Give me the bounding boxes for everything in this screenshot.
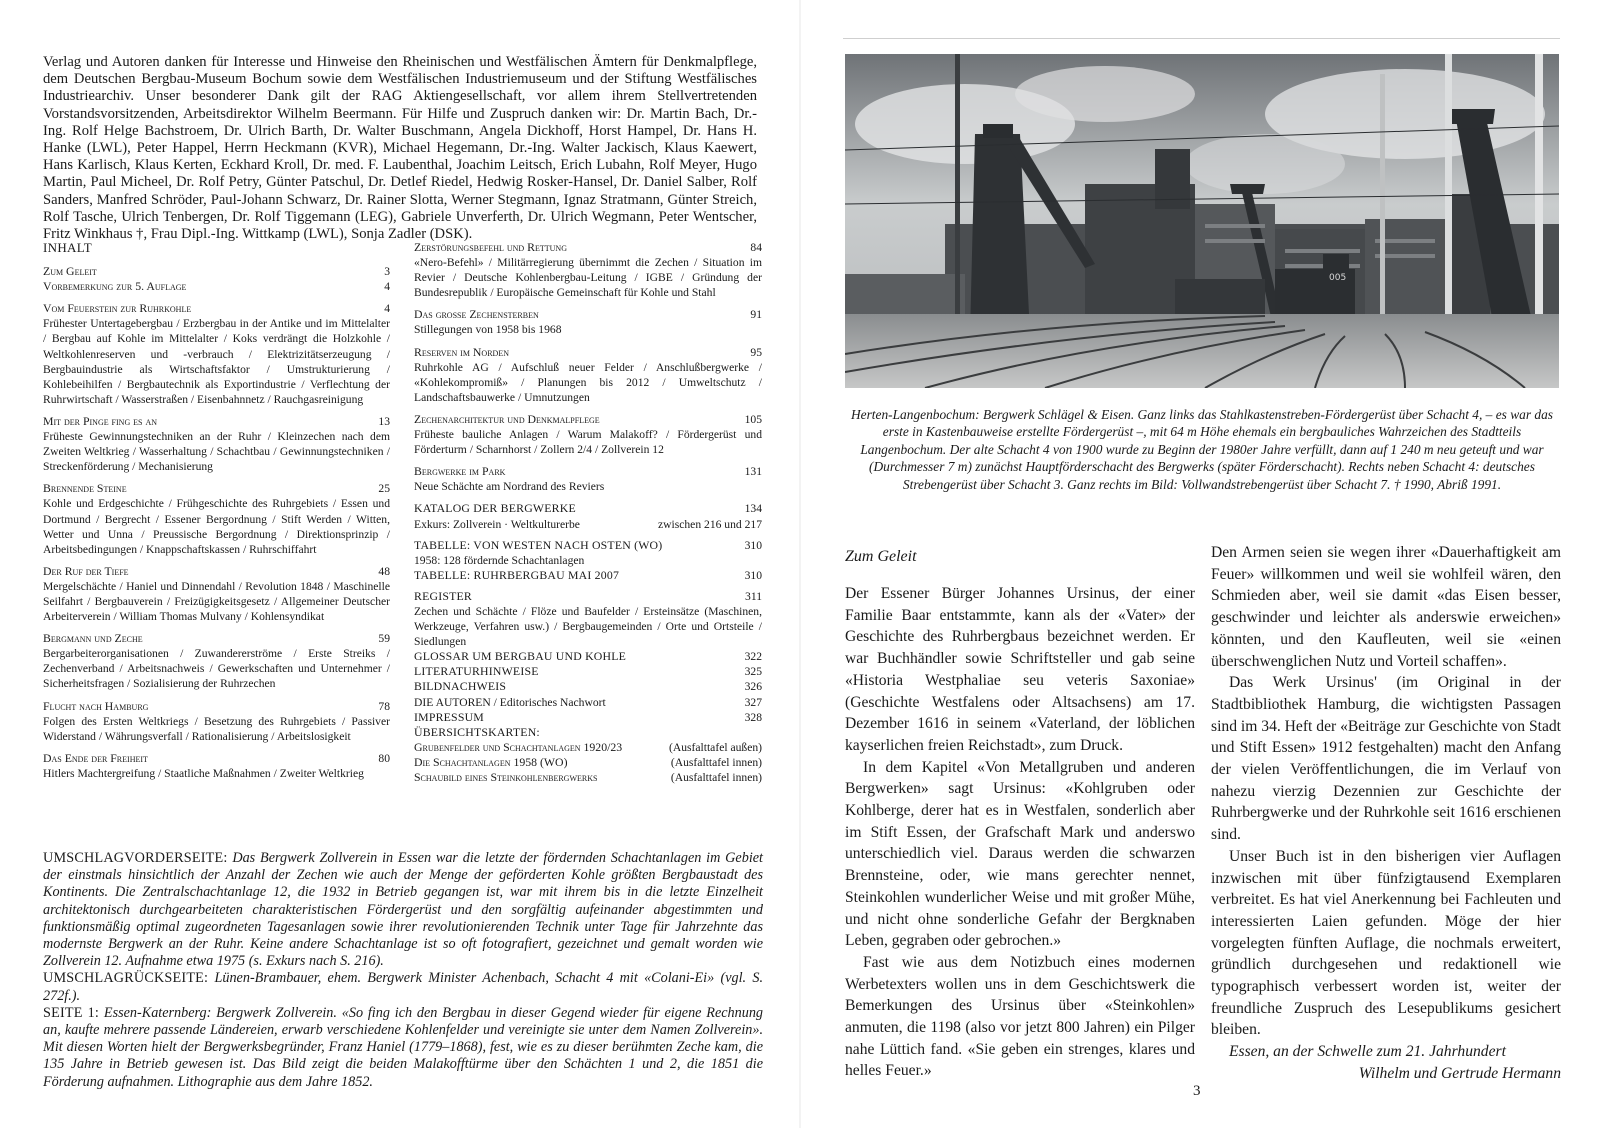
toc-appendix-page: 134 [744, 502, 762, 516]
toc-entry-title: Mit der Pinge fing es an [43, 413, 158, 428]
toc-appendix-page: 327 [744, 695, 762, 709]
toc-appendix-row [414, 568, 762, 583]
toc-entry-row [43, 414, 390, 429]
cover-notes [43, 850, 763, 1091]
toc-right-list [414, 240, 762, 494]
toc-appendix-page: (Ausfalttafel innen) [670, 755, 762, 769]
body-paragraph: In dem Kapitel «Von Metallgruben und anderen Bergwerken» sagt Ursinus: «Kohlgruben oder Kohlberge, derer hat es in Westfalen, sonderlich aber im Stift Essen, der Grafschaft Mark und anderswo unterschiedlich viel. Daraus werden die schwarzen Brennsteine, oder, wie mans gerechter nennet, Steinkohlen wunderlicher Weise und mit großer Mühe, und nicht ohne sonderliche Gefahr der Bergknaben Leben, gegraben oder gebrochen.» [845, 758, 1195, 950]
toc-appendix-row [414, 553, 762, 568]
toc-appendix-row [414, 695, 762, 710]
toc-appendix-row [414, 664, 762, 679]
toc-appendix-title: GLOSSAR UM BERGBAU UND KOHLE [414, 649, 627, 664]
toc-appendix-title: TABELLE: RUHRBERGBAU MAI 2007 [414, 567, 620, 582]
toc-left-list [43, 264, 390, 781]
body-column-1 [845, 583, 1195, 1082]
toc-entry-title: Brennende Steine [43, 481, 127, 496]
toc-entry [414, 307, 762, 337]
cover-note [43, 850, 763, 970]
toc-entry-description: Früheste bauliche Anlagen / Warum Malakoff? / Fördergerüst und Förderturm / Scharnhorst / Zollern 2/4 / Zollverein 12 [414, 428, 762, 457]
toc-entry-description: Kohle und Erdgeschichte / Frühgeschichte des Ruhrgebiets / Essen und Dortmund / Bergrecht / Essener Bergordnung / Stift Werden / Witten, Wetter und Unna / Preussische Bergordnung / Direktionsprinzip / Arbeitsbedingungen / Knappschaftskassen / Ruhrschiffahrt [43, 497, 390, 556]
acknowledgements: Verlag und Autoren danken für Interesse und Hinweise den Rheinischen und Westfälischen Ämtern für Denkmalpflege, dem Deutschen Bergbau-Museum Bochum sowie dem Westfälischen Industriemuseum und der Stiftung Westfälisches Industriearchiv. Unser besonderer Dank gilt der RAG Aktiengesellschaft, vor allem ihrem Stellvertretenden Vorstandsvorsitzenden, Arbeitsdirektor Wilhelm Beermann. Für Hilfe und Zuspruch danken wir: Dr. Martin Bach, Dr.-Ing. Rolf Helge Bachstroem, Dr. Ulrich Barth, Dr. Walter Buschmann, Angela Dickhoff, Horst Hampel, Dr. Hans H. Hanke (LWL), Peter Happel, Herrn Heckmann (KVR), Michael Hegemann, Dr.-Ing. Walter Jackisch, Klaus Kaewert, Hans Karlisch, Klaus Kerten, Eckhard Kroll, Dr. med. F. Laubenthal, Joachim Leitsch, Erich Lubahn, Rolf Meyer, Hugo Martin, Paul Micheel, Dr. Rolf Petry, Günter Patschul, Dr. Detlef Riedel, Hedwig Rosker-Hansel, Dr. Daniel Salber, Rolf Sanders, Manfred Schröder, Paul-Johann Schwarz, Dr. Rainer Slotta, Werner Stegmann, Ignaz Stratmann, Günter Streich, Rolf Tasche, Ulrich Tenbergen, Dr. Rolf Tiggemann (LEG), Gabriele Unverferth, Dr. Ulrich Wegmann, Peter Wentscher, Fritz Winkhaus †, Frau Dipl.-Ing. Wittkamp (LWL), Sonja Zadler (DSK). [43, 54, 757, 243]
toc-entry-row [414, 240, 762, 255]
toc-entry-title: Der Ruf der Tiefe [43, 563, 129, 578]
toc-entry-page: 131 [744, 465, 762, 479]
toc-entry-description: Bergarbeiterorganisationen / Zuwandererströme / Erste Streiks / Zechenverband / Arbeitsnachweis / Gewerkschaften und Unternehmer / Sicherheitsfragen / Sozialisierung der Ruhrzechen [43, 647, 390, 691]
toc-appendix-page: zwischen 216 und 217 [657, 517, 762, 531]
toc-appendix-page: 322 [744, 650, 762, 664]
body-paragraph: Das Werk Ursinus' (im Original in der Stadtbibliothek Hamburg, die wichtigsten Passagen sind im 34. Heft der «Beiträge zur Geschichte von Stadt und Stift Essen» 1912 festgehalten) macht den Anfang der vielen Veröffentlichungen, die im Verlauf von nahezu vierzig Dezennien zur Geschichte der Ruhrbergwerke und der Ruhrkohle seit 1616 erschienen sind. [1211, 674, 1561, 844]
mine-photo [845, 54, 1559, 388]
toc-entry-title: Das grosse Zechensterben [414, 307, 539, 322]
toc-entry-description: Stillegungen von 1958 bis 1968 [414, 323, 562, 337]
toc-entry-page: 78 [378, 699, 390, 713]
toc-entry-row [414, 464, 762, 479]
toc-appendix-page: 328 [744, 710, 762, 724]
toc-entry [43, 301, 390, 407]
body-paragraph: Der Essener Bürger Johannes Ursinus, der einer Familie Baar entstammte, kann als der «Vater» der Geschichte des Ruhrbergbaus bezeichnet werden. Er war Buchhändler sowie Schriftsteller und gab seine «Historia Westphaliae seu veteris Saxoniae» (Geschichte Westfalens oder Altsachsens) am 17. Dezember 1616 in seinem «Vaterland, der löblichen kayserlichen freien Reichstadt», zum Druck. [845, 585, 1195, 754]
toc-appendix-row [414, 517, 762, 532]
toc-appendix-title: TABELLE: VON WESTEN NACH OSTEN (WO) [414, 537, 663, 552]
toc-entry [43, 564, 390, 624]
section-title: Zum Geleit [845, 548, 917, 565]
cover-note-text: Essen-Katernberg: Bergwerk Zollverein. «So fing ich den Bergbau in dieser Gegend wieder für eigene Rechnung an, kaufte mehrere passende Ländereien, erwarb verschiedene Kohlenfelder und vereinigte sie unter dem Namen Zollverein». Mit diesen Worten hielt der Bergwerksbegründer, Franz Haniel (1779–1868), fest, wie es zu dieser berühmten Zeche kam, die 135 Jahre in Betrieb gewesen ist. Das Bild zeigt die beiden Malakofftürme über den Schächten 1 und 2, die 1851 die Förderung aufnahmen. Lithographie aus dem Jahre 1852. [43, 1004, 764, 1090]
cover-note-label: UMSCHLAGVORDERSEITE: [43, 850, 228, 866]
toc-appendix-row [414, 710, 762, 725]
toc-entry-title: Vorbemerkung zur 5. Auflage [43, 279, 187, 294]
toc-entry-page: 25 [378, 482, 390, 496]
toc-entry-page: 13 [378, 414, 390, 428]
toc-entry-page: 4 [384, 302, 390, 316]
toc-appendix-title: Schaubild eines Steinkohlenbergwerks [414, 770, 598, 784]
toc-entry [414, 412, 762, 457]
toc-entry-page: 95 [750, 345, 762, 359]
cover-note-text: Das Bergwerk Zollverein in Essen war die letzte der fördernden Schachtanlagen im Gebiet der einstmals hinsichtlich der Anzahl der Zechen wie auch der Menge der geförderten Kohle größten Bergbaustadt des Kontinents. Die Zentralschachtanlage 12, die 1932 in Betrieb gegangen ist, war mit ihrem bis in die letzte Einzelheit architektonisch durchgearbeiteten charakteristischen Fördergerüst und den sorgfältig aufeinander abgestimmten und funktionsmäßig optimal zugeordneten Tagesanlagen sowie ihrer revolutionierenden Technik unter Tage für Jahrzehnte das modernste Bergwerk an der Ruhr. Keine andere Schachtanlage ist so oft fotografiert, gezeichnet und gemalt worden wie Zollverein 12. Aufnahme etwa 1975 (s. Exkurs nach S. 216). [43, 850, 764, 970]
toc-entry-description: Hitlers Machtergreifung / Staatliche Maßnahmen / Zweiter Weltkrieg [43, 766, 364, 780]
toc-appendix-title: Die Schachtanlagen 1958 (WO) [414, 754, 568, 769]
toc-entry-page: 91 [750, 308, 762, 322]
toc-appendix-page: 326 [744, 680, 762, 694]
toc-entry-description: Frühester Untertagebergbau / Erzbergbau in der Antike und im Mittelalter / Bergbau auf Kohle im Mittelalter / Koks verdrängt die Holzkohle / Weltkohlenreserven und -verbrauch / Elektrizitätserzeugung / Bergbauindustrie als Wirtschaftsfaktor / Umstrukturierung / Kohlebeihilfen / Bergbautechnik als Exportindustrie / Verflechtung der Ruhrwirtschaft / Wasserstraßen / Eisenbahnnetz / Rauchgasreinigung [43, 317, 390, 406]
toc-appendix-title: ÜBERSICHTSKARTEN: [414, 724, 540, 739]
cover-note [43, 1005, 763, 1091]
toc-entry-description: Folgen des Ersten Weltkriegs / Besetzung des Ruhrgebiets / Passiver Widerstand / Währungsverfall / Rationalisierung / Arbeitslosigkeit [43, 714, 390, 743]
toc-entry [43, 264, 390, 279]
toc-entry [414, 345, 762, 405]
toc-appendix-row [414, 604, 762, 649]
toc-appendix-row [414, 740, 762, 755]
toc-entry [43, 414, 390, 474]
toc-entry-title: Reserven im Norden [414, 344, 509, 359]
toc-entry-page: 3 [384, 265, 390, 279]
toc-appendix-page: (Ausfalttafel innen) [670, 771, 762, 784]
toc-heading: INHALT [43, 240, 92, 255]
toc-appendix-title: BILDNACHWEIS [414, 679, 507, 694]
toc-appendix-title: DIE AUTOREN / Editorisches Nachwort [414, 695, 606, 709]
photo-caption: Herten-Langenbochum: Bergwerk Schlägel & Eisen. Ganz links das Stahlkastenstreben-Fördergerüst über Schacht 4, – es war das erste in Kastenbauweise erstellte Fördergerüst –, mit 64 m Höhe ehemals ein bergbauliches Wahrzeichen des Stadtteils Langenbochum. Der alte Schacht 4 von 1900 wurde zu Beginn der 1980er Jahre verfüllt, dann auf 1 240 m neu geteuft und war (Durchmesser 7 m) zunächst Hauptförderschacht des Bergwerks (später Förderschacht). Rechts neben Schacht 4: deutsches Strebengerüst über Schacht 3. Ganz rechts im Bild: Vollwandstrebengerüst über Schacht 7. † 1990, Abriß 1991. [850, 407, 1554, 492]
body-paragraph: Den Armen seien sie wegen ihrer «Dauerhaftigkeit am Feuer» willkommen und weil sie wohlfeil wären, den Schmieden aber, weil sie damit «das Eisen besser, geschwinder und leichter als anderswie erweichen» könnten, und den Kaufleuten, weil sie «einen überschwenglichen Nutz und Vorteil schaffen». [1211, 544, 1561, 670]
toc-appendix-page: (Ausfalttafel außen) [668, 740, 762, 754]
toc-entry-row [414, 412, 762, 427]
toc-entry-page: 59 [378, 632, 390, 646]
toc-entry-title: Das Ende der Freiheit [43, 750, 148, 765]
toc-entry-description: Mergelschächte / Haniel und Dinnendahl / Revolution 1848 / Maschinelle Seilfahrt / Bergbauverein / Freizügigkeitsgesetz / Allgemeiner Deutscher Arbeiterverein / William Thomas Mulvany / Kohlensyndikat [43, 579, 390, 624]
toc-entry-title: Bergwerke im Park [414, 464, 506, 479]
toc-entry-page: 48 [378, 564, 390, 578]
toc-entry-row [414, 307, 762, 322]
toc-appendix-title: REGISTER [414, 588, 472, 603]
toc-appendix-title: LITERATURHINWEISE [414, 664, 539, 679]
body-column-2 [1211, 542, 1561, 1085]
toc-appendix-list [414, 501, 762, 785]
toc-appendix-page: 310 [744, 538, 762, 552]
toc-appendix-page: 310 [744, 568, 762, 582]
toc-entry-title: Zerstörungsbefehl und Rettung [414, 240, 567, 254]
cover-note-label: SEITE 1: [43, 1004, 100, 1021]
body-paragraph: Fast wie aus dem Notizbuch eines modernen Werbetexters wollen uns in dem Geschichtswerk die Bemerkungen des Ursinus über «Steinkohlen» anmuten, die 1198 (also vor jetzt 800 Jahren) ein Pilger nahe Lüttich fand. «Sie geben ein strenges, klares und helles Feuer.» [845, 953, 1195, 1080]
toc-entry [43, 699, 390, 744]
toc-appendix-page: 325 [744, 665, 762, 679]
toc-appendix-row [414, 589, 762, 604]
toc-right-column [414, 240, 762, 785]
toc-appendix-title: Exkurs: Zollverein · Weltkulturerbe [414, 517, 580, 531]
toc-appendix-page: 311 [745, 589, 762, 603]
toc-entry-row [43, 751, 390, 766]
toc-entry-title: Bergmann und Zeche [43, 631, 143, 646]
toc-appendix-row [414, 755, 762, 770]
toc-entry-description: Neue Schächte am Nordrand des Reviers [414, 480, 605, 494]
toc-appendix-title: Zechen und Schächte / Flöze und Baufelder / Ersteinsätze (Maschinen, Werkzeuge, Verfahren usw.) / Bergbaugemeinden / Orte und Ortsteile / Siedlungen [414, 604, 762, 649]
toc-entry-title: Flucht nach Hamburg [43, 698, 149, 713]
toc-entry-title: Zum Geleit [43, 264, 97, 279]
toc-appendix-title: 1958: 128 fördernde Schachtanlagen [414, 553, 585, 567]
top-rule [843, 38, 1560, 39]
toc-entry-row [43, 279, 390, 294]
toc-appendix-title: IMPRESSUM [414, 709, 484, 724]
toc-entry-row [43, 631, 390, 646]
toc-entry [414, 240, 762, 300]
toc-entry-page: 105 [744, 412, 762, 426]
toc-entry-title: Zechenarchitektur und Denkmalpflege [414, 411, 600, 426]
toc-entry-page: 4 [384, 280, 390, 294]
toc-entry-description: Ruhrkohle AG / Aufschluß neuer Felder / Anschlußbergwerke / «Kohlekompromiß» / Planungen bis 2012 / Umweltschutz / Landschaftsbauwerke / Umnutzungen [414, 360, 762, 404]
toc-appendix-row [414, 501, 762, 516]
toc-appendix-title: Grubenfelder und Schachtanlagen 1920/23 [414, 739, 623, 754]
toc-appendix-row [414, 770, 762, 785]
cover-note-label: UMSCHLAGRÜCKSEITE: [43, 970, 209, 987]
toc-entry-row [414, 345, 762, 360]
toc-entry-row [43, 264, 390, 279]
body-paragraph: Unser Buch ist in den bisherigen vier Auflagen inzwischen mit über fünfzigtausend Exemplaren verbreitet. Es hat viel Anerkennung bei Fachleuten und interessierten Laien gefunden. Möge der hier vorgelegten fünften Auflage, die nochmals erweitert, gründlich durchgesehen und redaktionell wie typographisch verbessert worden ist, weiter der freundliche Zuspruch des Lesepublikums gesichert bleiben. [1211, 847, 1561, 1039]
toc-appendix-row [414, 725, 762, 740]
cover-note [43, 970, 763, 1004]
toc-entry-description: Früheste Gewinnungstechniken an der Ruhr / Kleinzechen nach dem Zweiten Weltkrieg / Wasserhaltung / Schachtbau / Gewinnungstechniken / Streckenförderung / Mechanisierung [43, 430, 390, 474]
toc-entry [43, 279, 390, 294]
toc-entry [43, 751, 390, 781]
signature-place: Essen, an der Schwelle zum 21. Jahrhundert [1229, 1043, 1506, 1061]
toc-entry-row [43, 699, 390, 714]
toc-left-column [43, 240, 390, 788]
toc-appendix-row [414, 679, 762, 694]
toc-entry [43, 631, 390, 691]
toc-entry-title: Vom Feuerstein zur Ruhrkohle [43, 301, 192, 316]
toc-entry-page: 84 [750, 241, 762, 254]
cover-note-text: Lünen-Brambauer, ehem. Bergwerk Minister Achenbach, Schacht 4 mit «Colani-Ei» (vgl. S. 272f.). [43, 970, 764, 1004]
toc-entry-description: «Nero-Befehl» / Militärregierung übernimmt die Zechen / Situation im Revier / Deutsche Kohlenbergbau-Leitung / IGBE / Gründung der Bundesrepublik / Europäische Gemeinschaft für Kohle und Stahl [414, 256, 762, 300]
signature-names: Wilhelm und Gertrude Hermann [1358, 1064, 1561, 1082]
toc-appendix-row [414, 538, 762, 553]
toc-entry-page: 80 [378, 751, 390, 765]
page-number: 3 [1193, 1083, 1201, 1099]
toc-entry-row [43, 564, 390, 579]
toc-appendix-row [414, 649, 762, 664]
locomotive-number: 005 [1329, 273, 1347, 283]
toc-entry-row [43, 481, 390, 496]
toc-entry [43, 481, 390, 556]
toc-entry-row [43, 301, 390, 316]
toc-entry [414, 464, 762, 494]
toc-appendix-title: KATALOG DER BERGWERKE [414, 501, 576, 516]
